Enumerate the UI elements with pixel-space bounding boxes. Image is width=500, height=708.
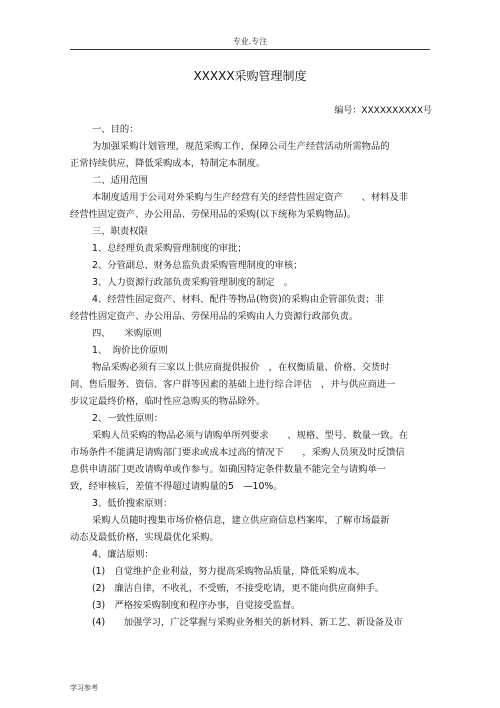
body-line: 经营性固定资产、办公用品、劳保用品的采购由人力资源行政部负责。: [70, 311, 359, 322]
subsection-heading: 2、一致性原则：: [92, 413, 163, 424]
list-item: (3) 严格按采购制度和程序办事，自觉接受监督。: [92, 600, 301, 611]
list-item: (2) 廉洁自律，不收礼，不受贿，不接受吃请，更不能向供应商伸手。: [92, 583, 385, 594]
section-heading-scope: 二、适用范围: [92, 175, 148, 186]
document-number: 编号：XXXXXXXXXX号: [334, 106, 432, 116]
header-divider: [70, 49, 430, 50]
subsection-heading: 3、低价搜索原则：: [92, 498, 173, 509]
list-item: 3、人力资源行政部负责采购管理制度的制定 。: [92, 277, 294, 288]
body-line: 息供申请部门更改请购单或作参与。如确因特定条件数量不能完全与请购单一: [70, 464, 387, 475]
body-line: 物品采购必须有三家以上供应商提供报价 ，在权衡质量、价格、交货时: [92, 362, 390, 373]
page-header: 专业.专注: [232, 37, 268, 46]
body-line: 动态及最低价格，实现最优化采购。: [70, 532, 219, 543]
section-heading-principles: 四、 米购原则: [92, 328, 162, 339]
body-line: 步议定最终价格，临时性应急购买的物品除外。: [70, 396, 266, 407]
list-item: (1) 自觉维护企业利益，努力提高采购物品质量，降低采购成本。: [92, 566, 366, 577]
list-item: 4、经营性固定资产、材料、配件等物品(物资)的采购由企管部负责；非: [92, 294, 385, 305]
subsection-heading: 4、廉洁原则：: [92, 549, 154, 560]
body-line: 致，经审核后，差值不得超过请购量的5 —10%。: [70, 481, 283, 492]
section-heading-purpose: 一、目的：: [92, 124, 139, 135]
body-line: 间、售后服务、资信、客户群等因素的基础上进行综合评估 ，并与供应商进一: [70, 379, 396, 390]
subsection-heading: 1、 询价比价原则: [92, 345, 168, 356]
section-heading-responsibility: 三、职责权限: [92, 226, 148, 237]
body-line: 采购人员采购的物品必须与请购单所列要求 、规格、型号、数量一致。在: [92, 430, 409, 441]
body-line: 采购人员随时搜集市场价格信息，建立供应商信息档案库，了解市场最新: [92, 515, 390, 526]
body-line: 经营性固定资产、办公用品、劳保用品的采购(以下统称为采购物品)。: [70, 209, 357, 220]
list-item: 1、总经理负责采购管理制度的审批；: [92, 243, 247, 254]
body-line: 为加强采购计划管理，规范采购工作，保障公司生产经营活动所需物品的: [92, 141, 390, 152]
document-title: XXXXX采购管理制度: [193, 69, 307, 83]
body-line: 市场条件不能满足请购部门要求或成本过高的情况下 ，采购人员须及时反馈信: [70, 447, 405, 458]
body-line: 本制度适用于公司对外采购与生产经营有关的经营性固定资产 、材料及非: [92, 192, 409, 203]
page-footer: 学习参考: [70, 684, 98, 692]
list-item: 2、分管副总、财务总监负责采购管理制度的审核；: [92, 260, 303, 271]
list-item: (4) 加强学习，广泛掌握与采购业务相关的新材料、新工艺、新设备及市: [92, 617, 403, 628]
body-line: 正常持续供应，降低采购成本，特制定本制度。: [70, 158, 266, 169]
